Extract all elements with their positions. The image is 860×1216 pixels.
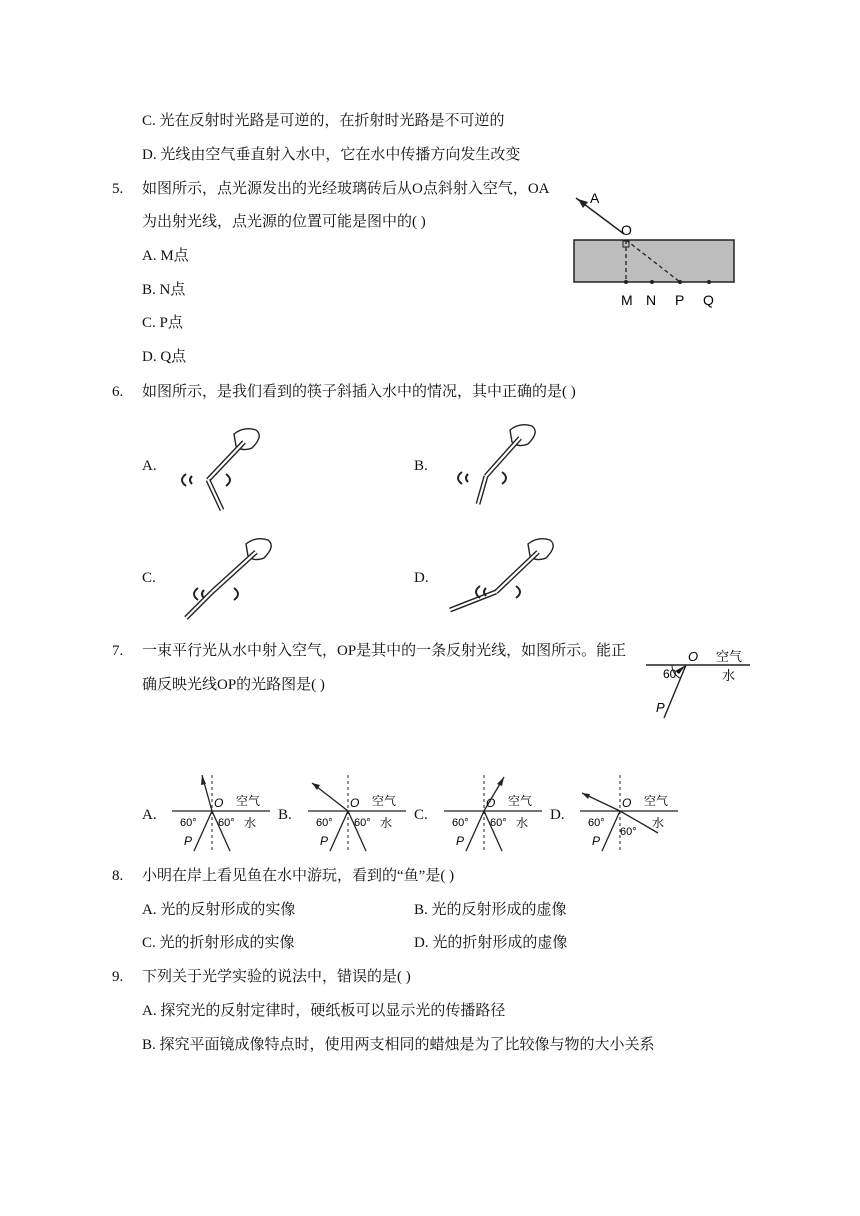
q4-option-d: D. 光线由空气垂直射入水中，它在水中传播方向发生改变 [142, 147, 521, 163]
q7d-label-air: 空气 [644, 794, 669, 808]
q8-option-b: B. 光的反射形成的虚像 [414, 902, 567, 918]
q7-label-o: O [688, 649, 699, 664]
q7a-label-air: 空气 [236, 794, 261, 808]
q5-label-p: P [675, 292, 685, 308]
q9-option-a: A. 探究光的反射定律时，硬纸板可以显示光的传播路径 [142, 1003, 506, 1019]
q7-given-figure [642, 644, 754, 724]
q5-glass-brick-figure [566, 186, 742, 312]
q7c-label-angle-right: 60° [490, 817, 507, 829]
q5-stem-line2: 为出射光线，点光源的位置可能是图中的( ) [142, 214, 426, 230]
q7-option-b-figure [302, 773, 412, 855]
q6-number: 6. [112, 384, 124, 400]
q7-label-p: P [656, 700, 665, 715]
q8-option-d: D. 光的折射形成的虚像 [414, 935, 568, 951]
q5-stem-line1: 如图所示，点光源发出的光经玻璃砖后从O点斜射入空气，OA [142, 181, 550, 197]
q6-chopstick-figure-d [440, 530, 560, 630]
q5-label-a: A [590, 190, 600, 206]
q8-number: 8. [112, 868, 124, 884]
q7-number: 7. [112, 643, 124, 659]
q7d-label-angle-right: 60° [620, 826, 637, 838]
q7b-label-angle-left: 60° [316, 817, 333, 829]
q7c-label-air: 空气 [508, 794, 533, 808]
q5-label-q: Q [703, 292, 714, 308]
q7a-label-water: 水 [244, 816, 257, 830]
q7a-label-angle-right: 60° [218, 817, 235, 829]
q7-option-d-figure [574, 773, 684, 855]
q7-option-c-figure [438, 773, 548, 855]
q5-label-n: N [646, 292, 657, 308]
q7c-label-angle-left: 60° [452, 817, 469, 829]
q5-option-d: D. Q点 [142, 349, 187, 365]
q7-label-water: 水 [722, 668, 736, 683]
q5-option-c: C. P点 [142, 315, 183, 331]
q7a-label-o: O [214, 796, 224, 810]
q6-option-b-label: B. [414, 458, 428, 474]
q6-chopstick-figure-c [172, 530, 282, 630]
q7b-label-water: 水 [380, 816, 393, 830]
q8-stem: 小明在岸上看见鱼在水中游玩，看到的“鱼”是( ) [142, 868, 455, 884]
q7d-label-angle-left: 60° [588, 817, 605, 829]
q9-number: 9. [112, 969, 124, 985]
q6-option-c-label: C. [142, 570, 156, 586]
q8-option-c: C. 光的折射形成的实像 [142, 935, 295, 951]
q7-option-c-label: C. [414, 807, 428, 823]
q8-option-a: A. 光的反射形成的实像 [142, 902, 296, 918]
q7a-label-p: P [184, 834, 193, 848]
q9-option-b: B. 探究平面镜成像特点时，使用两支相同的蜡烛是为了比较像与物的大小关系 [142, 1037, 655, 1053]
q7d-label-o: O [622, 796, 632, 810]
q7c-label-o: O [486, 796, 496, 810]
q6-option-d-label: D. [414, 570, 429, 586]
q7-option-d-label: D. [550, 807, 565, 823]
q7-label-air: 空气 [716, 649, 743, 664]
q7-option-b-label: B. [278, 807, 292, 823]
q6-stem: 如图所示，是我们看到的筷子斜插入水中的情况，其中正确的是( ) [142, 384, 576, 400]
q7b-label-air: 空气 [372, 794, 397, 808]
q6-chopstick-figure-a [172, 420, 272, 520]
q7-stem-line2: 确反映光线OP的光路图是( ) [142, 677, 325, 693]
q9-stem: 下列关于光学实验的说法中，错误的是( ) [142, 969, 411, 985]
q5-label-o: O [621, 222, 632, 238]
q5-label-m: M [621, 292, 633, 308]
q4-option-c: C. 光在反射时光路是可逆的，在折射时光路是不可逆的 [142, 113, 505, 129]
q7c-label-water: 水 [516, 816, 529, 830]
q7c-label-p: P [456, 834, 465, 848]
q7b-label-o: O [350, 796, 360, 810]
q7b-label-angle-right: 60° [354, 817, 371, 829]
q7d-label-water: 水 [652, 816, 665, 830]
q5-number: 5. [112, 181, 124, 197]
q6-chopstick-figure-b [446, 416, 546, 516]
q7-stem-line1: 一束平行光从水中射入空气，OP是其中的一条反射光线，如图所示。能正 [142, 643, 627, 659]
q5-option-b: B. N点 [142, 282, 186, 298]
q7-option-a-label: A. [142, 807, 157, 823]
q7b-label-p: P [320, 834, 329, 848]
q7d-label-p: P [592, 834, 601, 848]
q7-option-a-figure [166, 773, 276, 855]
q5-option-a: A. M点 [142, 248, 189, 264]
q7a-label-angle-left: 60° [180, 817, 197, 829]
q6-option-a-label: A. [142, 458, 157, 474]
q7-label-angle: 60° [663, 667, 682, 681]
